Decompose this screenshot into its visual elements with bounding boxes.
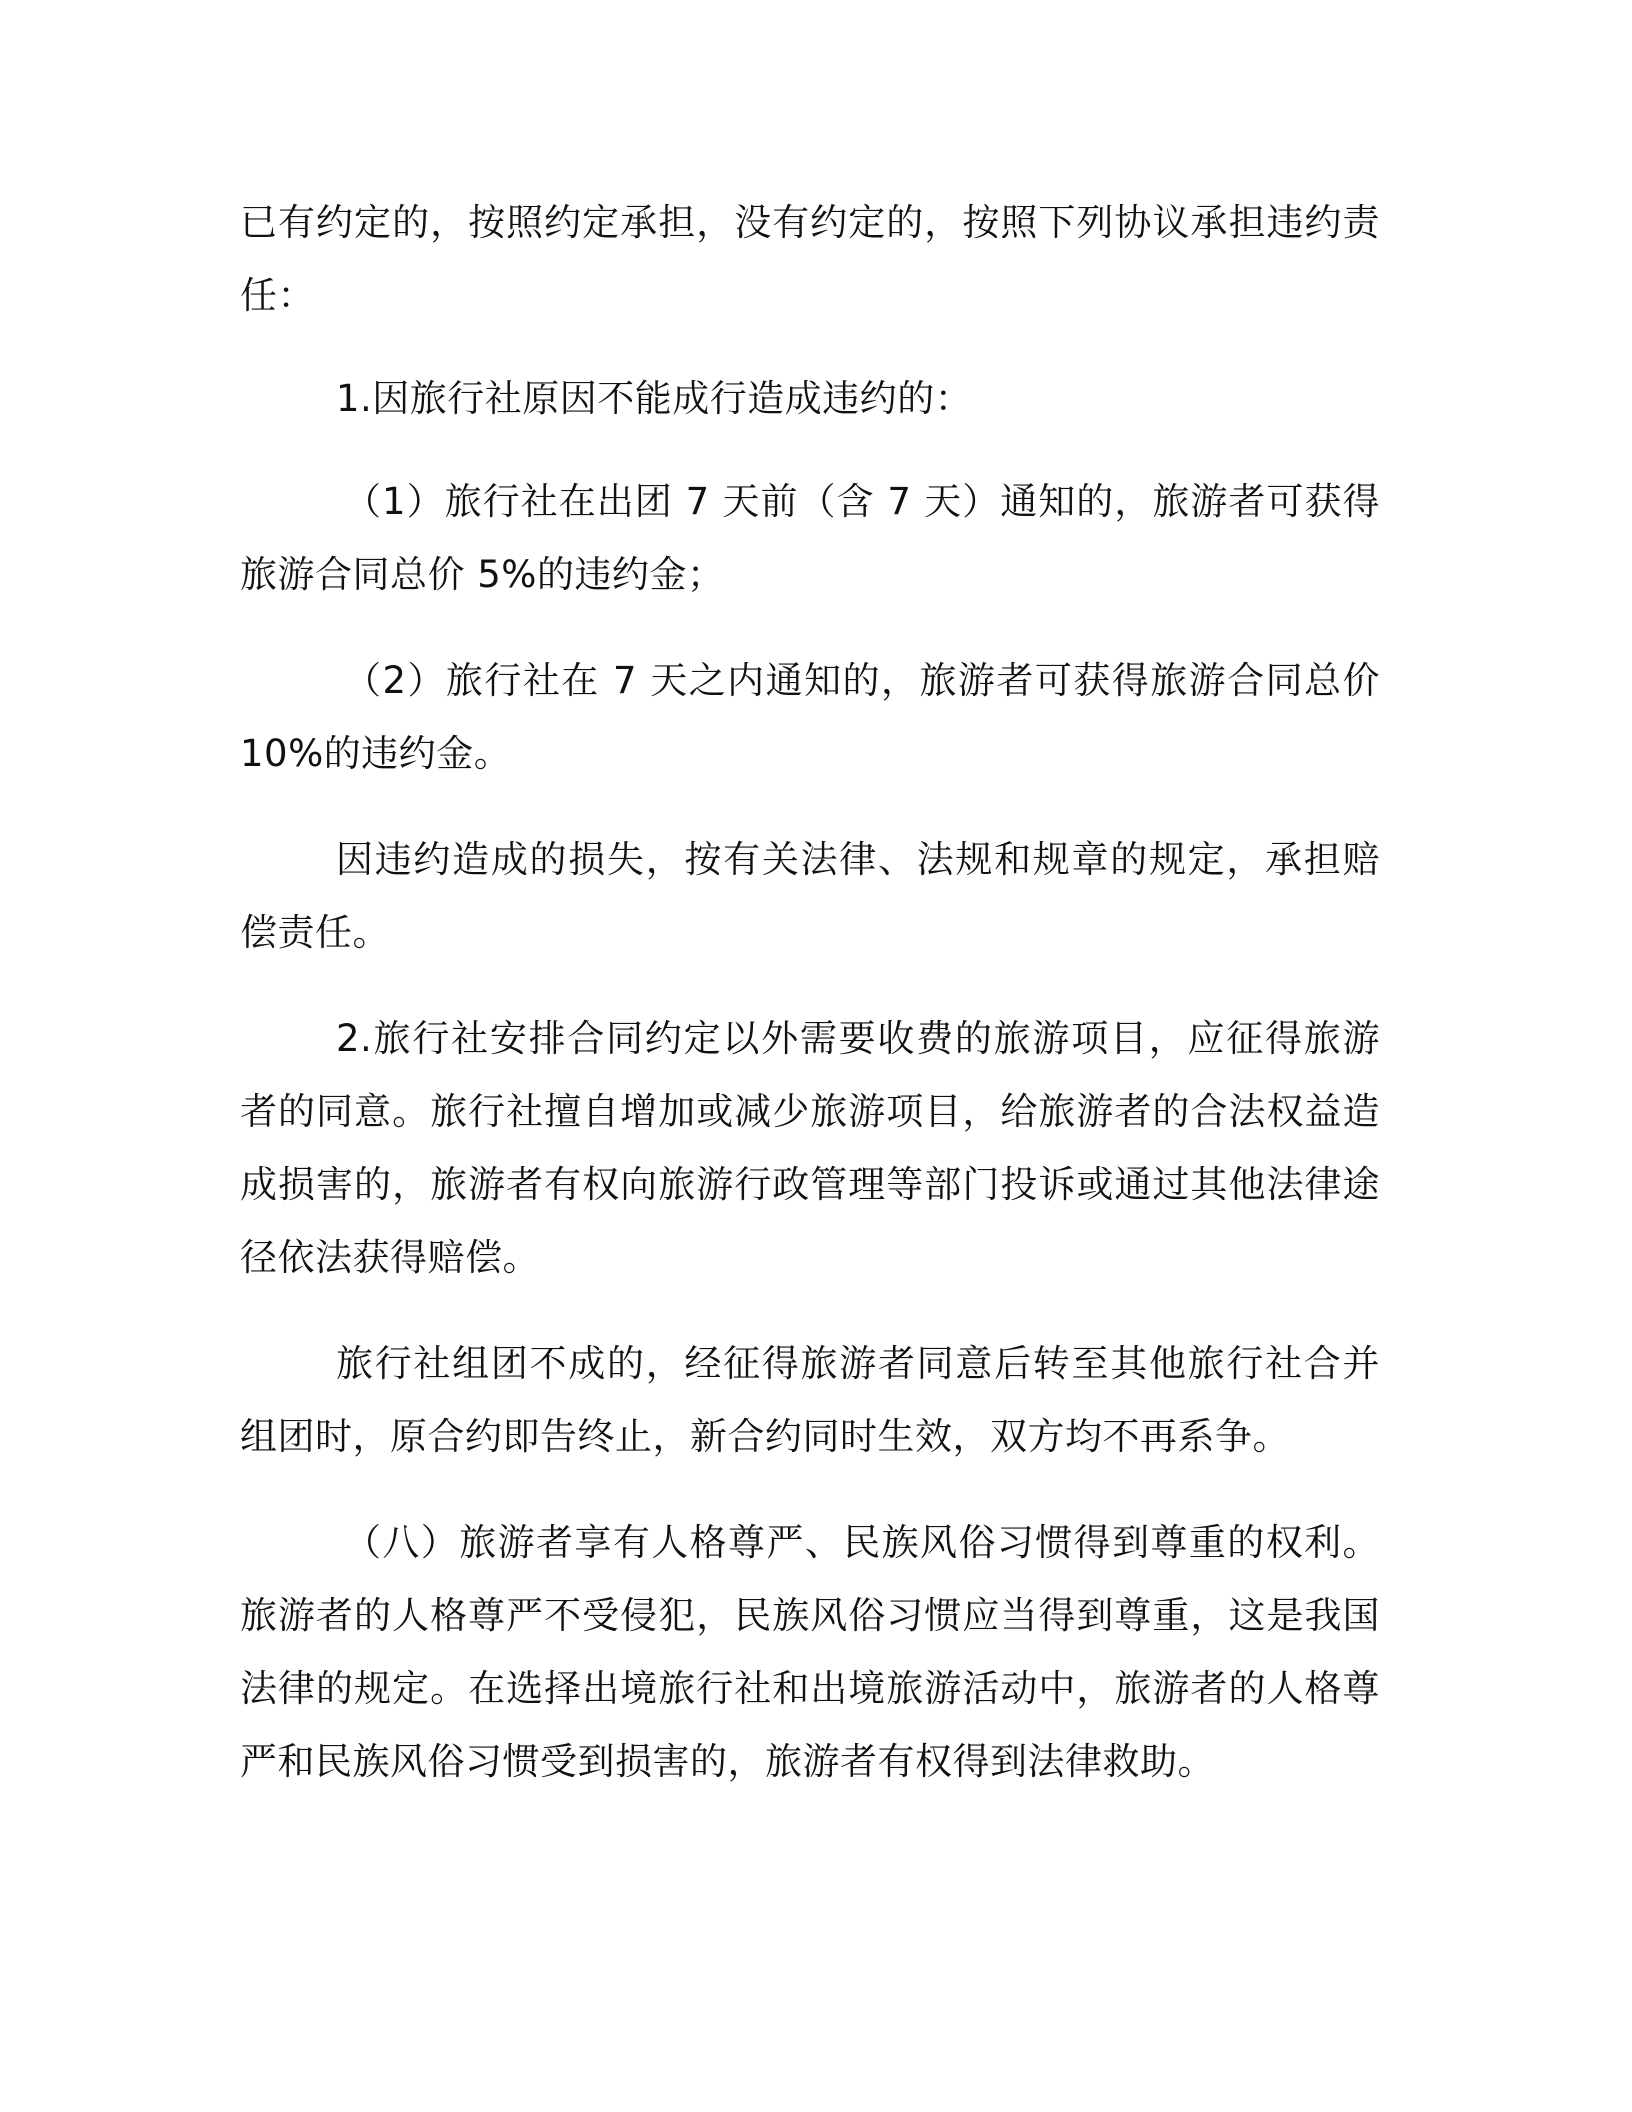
paragraph-section-8: （八）旅游者享有人格尊严、民族风俗习惯得到尊重的权利。旅游者的人格尊严不受侵犯，民族风俗习惯应当得到尊重，这是我国法律的规定。在选择出境旅行社和出境旅游活动中，旅游者的人格尊严和民族风俗习惯受到损害的，旅游者有权得到法律救助。 bbox=[240, 1521, 1380, 1783]
paragraph-item-1: 1.因旅行社原因不能成行造成违约的： bbox=[336, 377, 973, 420]
paragraph-subitem-1: （1）旅行社在出团 7 天前（含 7 天）通知的，旅游者可获得旅游合同总价 5%的违约金； bbox=[240, 480, 1380, 596]
paragraph-item-2: 2.旅行社安排合同约定以外需要收费的旅游项目，应征得旅游者的同意。旅行社擅自增加或减少旅游项目，给旅游者的合法权益造成损害的，旅游者有权向旅游行政管理等部门投诉或通过其他法律途径依法获得赔偿。 bbox=[240, 1017, 1380, 1279]
paragraph-liability-intro: 已有约定的，按照约定承担，没有约定的，按照下列协议承担违约责任： bbox=[240, 201, 1380, 317]
paragraph-group-transfer: 旅行社组团不成的，经征得旅游者同意后转至其他旅行社合并组团时，原合约即告终止，新合约同时生效，双方均不再系争。 bbox=[240, 1342, 1380, 1458]
document-body bbox=[240, 186, 1380, 1798]
paragraph-loss-compensation: 因违约造成的损失，按有关法律、法规和规章的规定，承担赔偿责任。 bbox=[240, 838, 1380, 954]
paragraph-subitem-2: （2）旅行社在 7 天之内通知的，旅游者可获得旅游合同总价 10%的违约金。 bbox=[240, 659, 1380, 775]
